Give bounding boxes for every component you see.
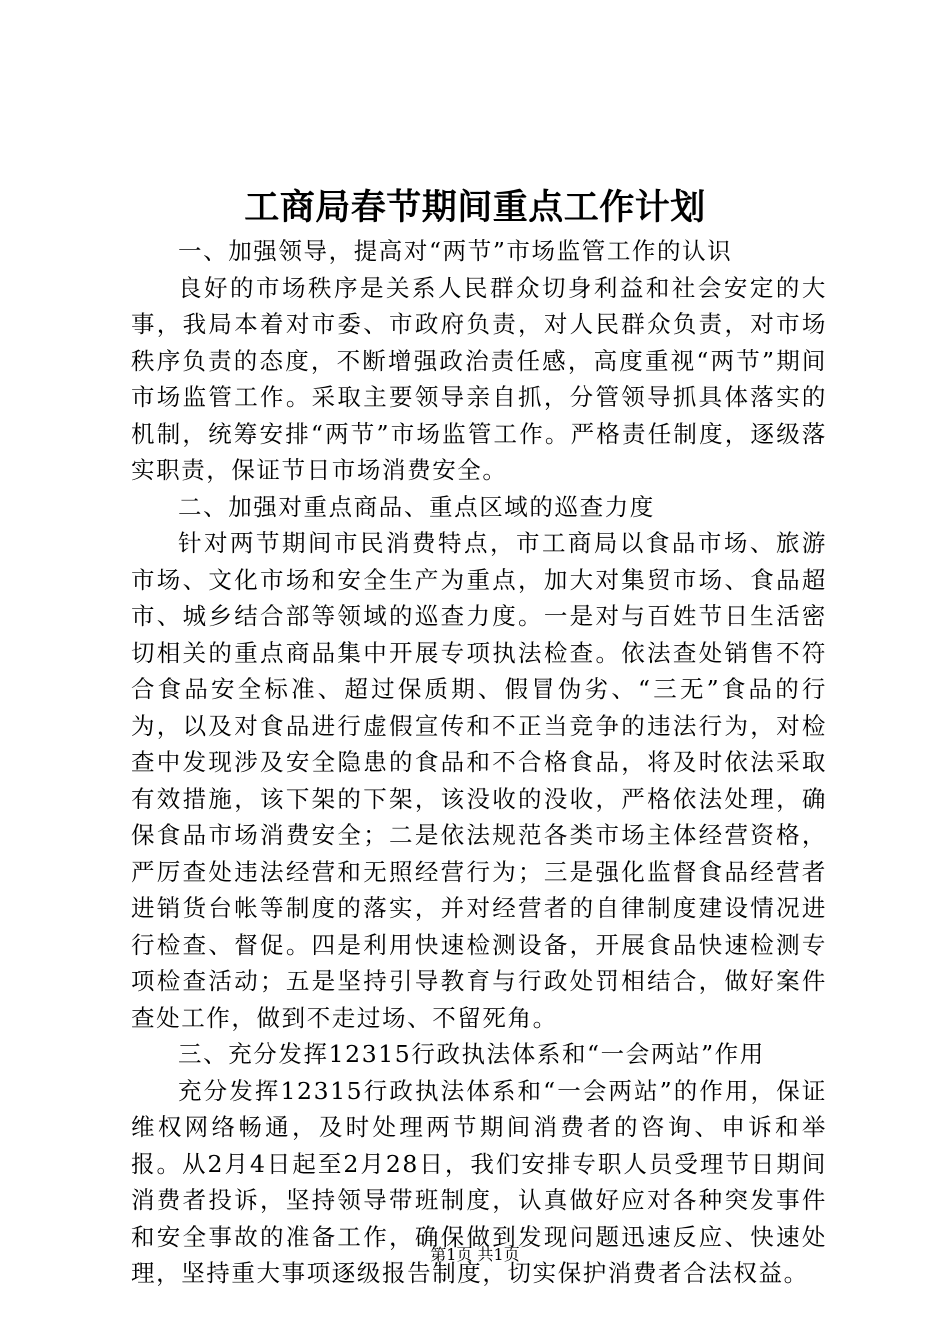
section-heading-1: 一、加强领导，提高对“两节”市场监管工作的认识 (178, 237, 733, 265)
section-paragraph-1: 良好的市场秩序是关系人民群众切身利益和社会安定的大事，我局本着对市委、市政府负责，对人民群众负责，对市场秩序负责的态度，不断增强政治责任感，高度重视“两节”期间市场监管工作。采取主要领导亲自抓，分管领导抓具体落实的机制，统筹安排“两节”市场监管工作。严格责任制度，逐级落实职责，保证节日市场消费安全。 (131, 273, 827, 484)
document-body (131, 233, 827, 1292)
document-title: 工商局春节期间重点工作计划 (244, 187, 706, 228)
section-paragraph-3: 充分发挥12315行政执法体系和“一会两站”的作用，保证维权网络畅通，及时处理两节期间消费者的咨询、申诉和举报。从2月4日起至2月28日，我们安排专职人员受理节日期间消费者投诉，坚持领导带班制度，认真做好应对各种突发事件和安全事故的准备工作，确保做到发现问题迅速反应、快速处理，坚持重大事项逐级报告制度，切实保护消费者合法权益。 (131, 1076, 827, 1287)
page-footer: 第1页 共1页 (430, 1245, 520, 1264)
section-heading-3: 三、充分发挥12315行政执法体系和“一会两站”作用 (178, 1040, 765, 1068)
section-paragraph-2: 针对两节期间市民消费特点，市工商局以食品市场、旅游市场、文化市场和安全生产为重点，加大对集贸市场、食品超市、城乡结合部等领域的巡查力度。一是对与百姓节日生活密切相关的重点商品集中开展专项执法检查。依法查处销售不符合食品安全标准、超过保质期、假冒伪劣、“三无”食品的行为，以及对食品进行虚假宣传和不正当竞争的违法行为，对检查中发现涉及安全隐患的食品和不合格食品，将及时依法采取有效措施，该下架的下架，该没收的没收，严格依法处理，确保食品市场消费安全；二是依法规范各类市场主体经营资格，严厉查处违法经营和无照经营行为；三是强化监督食品经营者进销货台帐等制度的落实，并对经营者的自律制度建设情况进行检查、督促。四是利用快速检测设备，开展食品快速检测专项检查活动；五是坚持引导教育与行政处罚相结合，做好案件查处工作，做到不走过场、不留死角。 (131, 529, 827, 1032)
section-heading-2: 二、加强对重点商品、重点区域的巡查力度 (178, 492, 655, 521)
